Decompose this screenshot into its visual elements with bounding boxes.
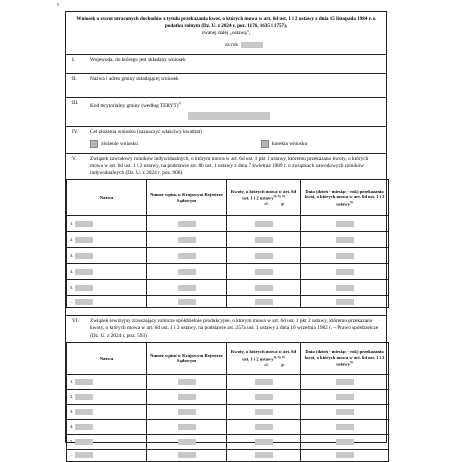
col-name-header: Nazwa bbox=[67, 180, 147, 216]
col-amount-header: Kwoty, o których mowa w art. 6d ust. 1 i 2 ustawy$^{2), 3), 4)}$ zł, gr bbox=[227, 342, 301, 374]
cell-input[interactable] bbox=[75, 452, 93, 458]
cell-input[interactable] bbox=[336, 452, 354, 458]
cell-input[interactable] bbox=[75, 439, 93, 445]
cell-input[interactable] bbox=[255, 424, 273, 430]
col-krs-header: Numer wpisu w Krajowym Rejestrze Sądowym bbox=[147, 342, 227, 374]
section-audit-union: VI. Związek rewizyjny zrzeszający rolnicze spółdzielnie produkcyjne, o którym mowa w art. 6d ust. 1 pkt 2 ustawy, któremu przekazano kwoty, o których mowa w art. 6d ust. 1 i 2 ustawy, na podstawie art. 257a ust. 1 ustawy z dnia 16 września 1982 r. – Prawo spółdzielcze (Dz. U. z 2024 r. poz. 593) bbox=[66, 316, 386, 342]
cell-input[interactable] bbox=[255, 237, 273, 243]
cell-input[interactable] bbox=[75, 409, 93, 415]
cell-input[interactable] bbox=[255, 409, 273, 415]
cell-input[interactable] bbox=[75, 237, 93, 243]
cell-input[interactable] bbox=[336, 394, 354, 400]
cell-input[interactable] bbox=[178, 379, 196, 385]
cell-input[interactable] bbox=[178, 221, 196, 227]
cell-input[interactable] bbox=[75, 269, 93, 275]
table-row: 2. bbox=[67, 389, 389, 404]
section-purpose: IV. Cel złożenia wniosku (zaznaczyć właściwy kwadrat) złożenie wniosku korekta wniosku bbox=[66, 127, 386, 153]
form-title: Wniosek o zwrot utraconych dochodów z tytułu przekazania kwot, o których mowa w art. 6d ust. 1 i 2 ustawy z dnia 15 listopada 1984 r. o podatku rolnym (Dz. U. z 2024 r. poz. 1176, 1635 i 1757), bbox=[76, 16, 376, 30]
cell-input[interactable] bbox=[178, 299, 196, 305]
cell-input[interactable] bbox=[255, 379, 273, 385]
audit-union-table bbox=[66, 342, 389, 462]
table-row: 1. bbox=[67, 374, 389, 389]
table-row: ... bbox=[67, 449, 389, 461]
table-row: 5. bbox=[67, 434, 389, 449]
cell-input[interactable] bbox=[336, 409, 354, 415]
section-commune-label: Nazwa i adres gminy składającej wniosek bbox=[90, 75, 179, 82]
table-row: 5. bbox=[67, 280, 389, 296]
col-krs-header: Numer wpisu w Krajowym Rejestrze Sądowym bbox=[147, 180, 227, 216]
cell-input[interactable] bbox=[255, 269, 273, 275]
form-subtitle: zwanej dalej „ustawą”, bbox=[201, 30, 251, 37]
year-label: za rok bbox=[224, 42, 239, 49]
form-header bbox=[66, 12, 386, 49]
cell-input[interactable] bbox=[178, 409, 196, 415]
year-input[interactable] bbox=[241, 42, 263, 48]
cell-input[interactable] bbox=[255, 221, 273, 227]
cell-input[interactable] bbox=[255, 439, 273, 445]
cell-input[interactable] bbox=[75, 394, 93, 400]
cell-input[interactable] bbox=[336, 237, 354, 243]
cell-input[interactable] bbox=[255, 253, 273, 259]
cell-input[interactable] bbox=[178, 439, 196, 445]
section-voivode-label: Wojewoda, do którego jest składany wniosek bbox=[90, 56, 186, 63]
cell-input[interactable] bbox=[336, 221, 354, 227]
table-row: 3. bbox=[67, 248, 389, 264]
section-audit-union-label: Związek rewizyjny zrzeszający rolnicze spółdzielnie produkcyjne, o którym mowa w art. 6d ust. 1 pkt 2 ustawy, któremu przekazano kwoty, o których mowa w art. 6d ust. 1 i 2 ustawy, na podstawie art. 257a ust. 1 ustawy z dnia 16 września 1982 r. – Prawo spółdzielcze (Dz. U. z 2024 r. poz. 593) bbox=[90, 318, 379, 339]
col-name-header: Nazwa bbox=[67, 342, 147, 374]
farmers-union-table bbox=[66, 179, 389, 308]
page-number: 5 bbox=[57, 2, 59, 7]
cell-input[interactable] bbox=[75, 285, 93, 291]
section-farmers-union-label: Związek zawodowy rolników indywidualnych, o którym mowa w art. 6d ust. 1 pkt 1 ustawy, któremu przekazano kwoty, o których mowa w art. 6d ust. 1 i 2 ustawy, na podstawie art. 8b ust. 1 ustawy z dnia 7 kwietnia 1989 r. o związkach zawodowych rolników indywidualnych (Dz. U. z 2024 r. poz. 908) bbox=[90, 155, 369, 177]
col-date-header: Data (dzień - miesiąc - rok) przekazania kwot, o których mowa w art. 6d ust. 1 i 2 ustawy$^{5)}$ bbox=[301, 180, 389, 216]
cell-input[interactable] bbox=[336, 424, 354, 430]
table-row: 4. bbox=[67, 419, 389, 434]
table-row: 3. bbox=[67, 404, 389, 419]
cell-input[interactable] bbox=[336, 285, 354, 291]
teryt-input[interactable] bbox=[188, 112, 270, 120]
section-voivode: I. Wojewoda, do którego jest składany wniosek bbox=[66, 55, 386, 70]
cell-input[interactable] bbox=[336, 253, 354, 259]
cell-input[interactable] bbox=[75, 221, 93, 227]
cell-input[interactable] bbox=[178, 237, 196, 243]
form-frame bbox=[65, 11, 387, 458]
cell-input[interactable] bbox=[336, 269, 354, 275]
option-submission-label: złożenie wniosku bbox=[101, 140, 138, 147]
table-row: ... bbox=[67, 296, 389, 308]
checkbox-submission[interactable] bbox=[90, 140, 98, 148]
section-farmers-union: V. Związek zawodowy rolników indywidualnych, o którym mowa w art. 6d ust. 1 pkt 1 ustawy, któremu przekazano kwoty, o których mowa w art. 6d ust. 1 i 2 ustawy, na podstawie art. 8b ust. 1 ustawy z dnia 7 kwietnia 1989 r. o związkach zawodowych rolników indywidualnych (Dz. U. z 2024 r. poz. 908) bbox=[66, 154, 386, 180]
cell-input[interactable] bbox=[75, 299, 93, 305]
section-teryt: III. Kod terytorialny gminy (według TERYT)$^{1)}$ bbox=[66, 98, 386, 126]
cell-input[interactable] bbox=[255, 285, 273, 291]
col-amount-header: Kwoty, o których mowa w art. 6d ust. 1 i 2 ustawy$^{2), 3), 4)}$ zł, gr bbox=[227, 180, 301, 216]
table-row: 1. bbox=[67, 216, 389, 232]
year-row bbox=[72, 42, 380, 48]
section-purpose-label: Cel złożenia wniosku (zaznaczyć właściwy kwadrat) bbox=[90, 128, 202, 135]
cell-input[interactable] bbox=[178, 452, 196, 458]
table-row: 2. bbox=[67, 232, 389, 248]
cell-input[interactable] bbox=[255, 394, 273, 400]
cell-input[interactable] bbox=[75, 379, 93, 385]
cell-input[interactable] bbox=[75, 253, 93, 259]
checkbox-correction[interactable] bbox=[261, 140, 269, 148]
cell-input[interactable] bbox=[178, 424, 196, 430]
cell-input[interactable] bbox=[178, 285, 196, 291]
table-row: 4. bbox=[67, 264, 389, 280]
col-date-header: Data (dzień - miesiąc - rok) przekazania kwot, o których mowa w art. 6d ust. 1 i 2 ustawy$^{5)}$ bbox=[301, 342, 389, 374]
cell-input[interactable] bbox=[336, 439, 354, 445]
option-correction-label: korekta wniosku bbox=[272, 140, 308, 147]
cell-input[interactable] bbox=[255, 452, 273, 458]
cell-input[interactable] bbox=[178, 253, 196, 259]
cell-input[interactable] bbox=[336, 299, 354, 305]
section-teryt-label: Kod terytorialny gminy (według TERYT) bbox=[90, 102, 179, 109]
cell-input[interactable] bbox=[75, 424, 93, 430]
section-commune: II. Nazwa i adres gminy składającej wniosek bbox=[66, 74, 386, 94]
cell-input[interactable] bbox=[336, 379, 354, 385]
cell-input[interactable] bbox=[178, 394, 196, 400]
cell-input[interactable] bbox=[178, 269, 196, 275]
cell-input[interactable] bbox=[255, 299, 273, 305]
